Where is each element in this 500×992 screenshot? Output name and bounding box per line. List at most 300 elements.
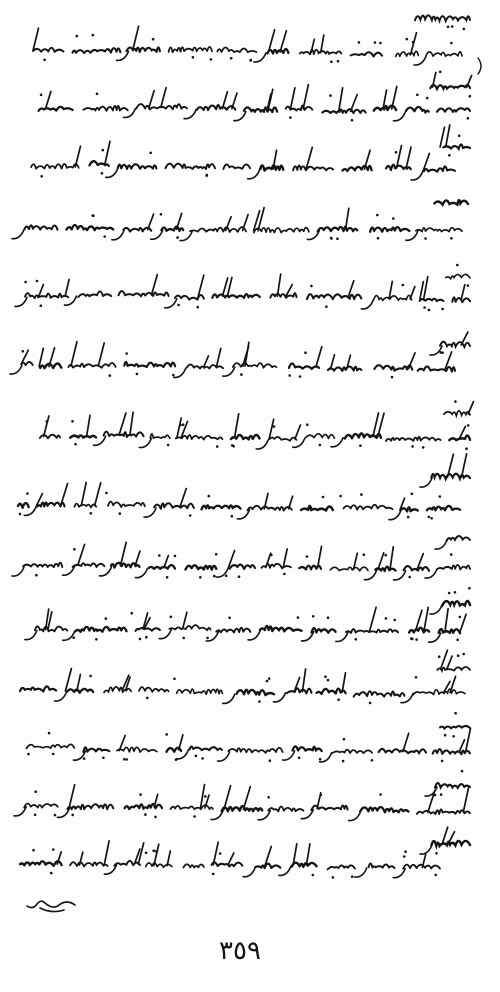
- descender-stroke: [283, 751, 295, 760]
- diacritic-dot: [130, 612, 133, 615]
- descender-stroke: [100, 567, 112, 576]
- handwriting-word: [434, 200, 468, 205]
- handwriting-word: [430, 85, 470, 89]
- tall-letter-stroke: [339, 88, 343, 112]
- handwriting-word: [35, 626, 67, 631]
- diacritic-dot: [351, 875, 354, 878]
- descender-stroke: [420, 845, 432, 854]
- diacritic-dot: [83, 757, 86, 760]
- diacritic-dot: [204, 795, 207, 798]
- manuscript-line: [26, 728, 470, 762]
- tall-letter-stroke: [302, 669, 305, 692]
- handwriting-word: [345, 433, 381, 438]
- diacritic-dot: [89, 675, 92, 678]
- descender-stroke: [361, 300, 373, 309]
- handwriting-word: [190, 747, 222, 750]
- diacritic-dot: [454, 591, 457, 594]
- diacritic-dot: [415, 676, 418, 679]
- diacritic-dot: [101, 172, 104, 175]
- tall-letter-stroke: [321, 35, 324, 53]
- handwriting-word: [125, 804, 162, 809]
- handwriting-word: [442, 601, 470, 606]
- diacritic-dot: [40, 304, 43, 307]
- margin-note: [420, 827, 470, 855]
- diacritic-dot: [454, 400, 457, 403]
- diacritic-dot: [155, 850, 158, 853]
- tall-letter-stroke: [303, 85, 308, 109]
- descender-stroke: [355, 868, 367, 877]
- handwriting-word: [39, 107, 73, 111]
- diacritic-dot: [54, 814, 57, 817]
- descender-stroke: [420, 478, 432, 487]
- diacritic-dot: [447, 26, 450, 29]
- handwriting-word: [435, 783, 470, 788]
- diacritic-dot: [434, 794, 437, 797]
- diacritic-dot: [304, 351, 307, 354]
- diacritic-dot: [175, 758, 178, 761]
- handwriting-word: [360, 807, 408, 812]
- handwriting-word: [370, 227, 409, 232]
- tall-letter-stroke: [44, 416, 49, 436]
- handwriting-word: [67, 689, 93, 693]
- descender-stroke: [206, 632, 218, 641]
- diacritic-dot: [402, 284, 405, 287]
- descender-stroke: [117, 51, 129, 60]
- handwriting-word: [312, 628, 336, 633]
- diacritic-dot: [408, 576, 411, 579]
- diacritic-dot: [337, 60, 340, 63]
- diacritic-dot: [170, 616, 173, 619]
- manuscript-line: [12, 542, 470, 580]
- descender-stroke: [394, 571, 406, 580]
- descender-stroke: [320, 753, 332, 762]
- handwriting-word: [40, 363, 61, 368]
- diacritic-dot: [240, 373, 243, 376]
- diacritic-dot: [458, 135, 461, 138]
- handwriting-word: [289, 363, 319, 368]
- margin-note: [430, 587, 471, 614]
- diacritic-dot: [266, 680, 269, 683]
- handwriting-word: [433, 749, 470, 754]
- diacritic-dot: [456, 264, 459, 267]
- descender-stroke: [124, 108, 136, 117]
- diacritic-dot: [456, 639, 459, 642]
- diacritic-dot: [457, 654, 460, 657]
- handwriting-word: [24, 804, 58, 808]
- handwriting-word: [328, 865, 355, 869]
- diacritic-dot: [306, 555, 309, 558]
- handwriting-word: [318, 227, 358, 232]
- tall-letter-stroke: [216, 348, 221, 367]
- descender-stroke: [151, 230, 163, 239]
- margin-bracket: [478, 58, 481, 74]
- diacritic-dot: [439, 71, 442, 74]
- handwriting-word: [328, 367, 362, 371]
- diacritic-dot: [123, 758, 126, 761]
- diacritic-dot: [173, 678, 176, 681]
- diacritic-dot: [125, 758, 128, 761]
- margin-note: [444, 400, 474, 415]
- descender-stroke: [256, 440, 268, 449]
- handwriting-word: [186, 565, 217, 569]
- handwriting-word: [237, 690, 275, 695]
- handwriting-word: [223, 164, 250, 169]
- tall-letter-stroke: [424, 153, 430, 170]
- diacritic-dot: [258, 700, 261, 703]
- tall-letter-stroke: [179, 735, 183, 750]
- descender-stroke: [401, 694, 413, 703]
- diacritic-dot: [319, 758, 322, 761]
- diacritic-dot: [434, 874, 437, 877]
- descender-stroke: [223, 694, 235, 703]
- diacritic-dot: [154, 816, 157, 819]
- tall-letter-stroke: [243, 787, 250, 810]
- descender-stroke: [55, 692, 67, 701]
- diacritic-dot: [379, 42, 382, 45]
- tall-letter-stroke: [442, 827, 448, 844]
- handwriting-word: [117, 747, 157, 752]
- handwriting-word: [20, 686, 56, 691]
- manuscript-line: [10, 342, 455, 379]
- handwriting-word: [426, 52, 462, 57]
- diacritic-dot: [176, 236, 179, 239]
- diacritic-dot: [205, 174, 208, 177]
- diacritic-dot: [192, 56, 195, 59]
- handwriting-word: [20, 861, 62, 866]
- handwriting-word: [413, 689, 465, 695]
- manuscript-line: [14, 785, 470, 821]
- diacritic-dot: [435, 852, 438, 855]
- diacritic-dot: [40, 175, 43, 178]
- margin-note: [435, 536, 470, 549]
- diacritic-dot: [369, 702, 372, 705]
- diacritic-dot: [468, 587, 471, 590]
- handwriting-word: [197, 105, 236, 110]
- diacritic-dot: [232, 445, 235, 448]
- tall-letter-stroke: [223, 278, 228, 296]
- diacritic-dot: [206, 637, 209, 640]
- handwriting-word: [344, 505, 393, 510]
- handwriting-word: [150, 434, 170, 439]
- diacritic-dot: [91, 214, 94, 217]
- manuscript-line: [39, 85, 470, 122]
- descender-stroke: [184, 110, 196, 119]
- diacritic-dot: [268, 677, 271, 680]
- diacritic-dot: [177, 304, 180, 307]
- descender-stroke: [180, 232, 192, 241]
- diacritic-dot: [312, 874, 315, 877]
- handwriting-word: [127, 47, 160, 52]
- tall-letter-stroke: [269, 30, 275, 52]
- margin-note: [440, 125, 470, 157]
- descender-stroke: [144, 508, 156, 517]
- diacritic-dot: [167, 444, 170, 447]
- descender-stroke: [365, 571, 377, 580]
- descender-stroke: [414, 56, 426, 65]
- tall-letter-stroke: [39, 285, 44, 297]
- handwriting-word: [78, 291, 111, 297]
- diacritic-dot: [395, 151, 398, 154]
- diacritic-dot: [310, 285, 313, 288]
- tall-letter-stroke: [243, 215, 249, 231]
- handwriting-word: [351, 52, 382, 56]
- handwriting-word: [217, 47, 256, 52]
- diacritic-dot: [461, 770, 464, 773]
- tall-letter-stroke: [420, 282, 424, 300]
- diacritic-dot: [215, 553, 218, 556]
- tall-letter-stroke: [98, 343, 104, 366]
- handwriting-word: [118, 164, 157, 169]
- handwriting-word: [83, 747, 109, 752]
- handwriting-word: [301, 506, 333, 511]
- handwriting-word: [444, 411, 470, 416]
- manuscript-line: [25, 607, 466, 642]
- diacritic-dot: [426, 97, 429, 100]
- diacritic-dot: [384, 554, 387, 557]
- margin-note: [434, 200, 468, 205]
- tall-letter-stroke: [463, 788, 468, 812]
- handwriting-word: [386, 437, 441, 441]
- diacritic-dot: [351, 119, 354, 122]
- tall-letter-stroke: [346, 208, 349, 229]
- descender-stroke: [331, 438, 343, 447]
- descender-stroke: [393, 869, 405, 878]
- diacritic-dot: [152, 38, 155, 41]
- tall-letter-stroke: [306, 147, 312, 168]
- tall-letter-stroke: [46, 91, 51, 109]
- handwriting-word: [431, 841, 470, 846]
- diacritic-dot: [216, 445, 219, 448]
- diacritic-dot: [327, 679, 330, 682]
- diacritic-dot: [407, 516, 410, 519]
- handwriting-word: [440, 342, 470, 347]
- tall-letter-stroke: [87, 415, 90, 436]
- tall-letter-stroke: [316, 347, 322, 367]
- diacritic-dot: [467, 117, 470, 120]
- handwriting-word: [415, 15, 470, 21]
- tall-letter-stroke: [130, 412, 133, 435]
- descender-stroke: [248, 170, 260, 179]
- diacritic-dot: [440, 793, 443, 796]
- handwriting-word: [292, 863, 317, 867]
- descender-stroke: [139, 438, 151, 447]
- tall-letter-stroke: [289, 496, 293, 509]
- diacritic-dot: [270, 554, 273, 557]
- tall-letter-stroke: [69, 785, 75, 808]
- handwriting-word: [260, 626, 302, 631]
- descender-stroke: [12, 230, 24, 239]
- handwriting-word: [70, 862, 108, 866]
- tall-letter-stroke: [424, 277, 428, 300]
- handwriting-word: [216, 628, 250, 633]
- diacritic-dot: [102, 757, 105, 760]
- diacritic-dot: [467, 424, 470, 427]
- diacritic-dot: [212, 873, 215, 876]
- diacritic-dot: [273, 425, 276, 428]
- diacritic-dot: [92, 34, 95, 37]
- diacritic-dot: [34, 790, 37, 793]
- diacritic-dot: [71, 420, 74, 423]
- handwriting-word: [76, 627, 127, 632]
- diacritic-dot: [22, 350, 25, 353]
- handwriting-word: [286, 105, 313, 110]
- diacritic-dot: [158, 554, 161, 557]
- page-number: ٣٥٩: [219, 936, 261, 966]
- tall-letter-stroke: [65, 280, 69, 297]
- tall-letter-stroke: [232, 93, 237, 109]
- diacritic-dot: [289, 116, 292, 119]
- tall-letter-stroke: [286, 285, 292, 297]
- diacritic-dot: [27, 753, 30, 756]
- diacritic-dot: [337, 698, 340, 701]
- margin-note: [430, 71, 471, 98]
- margin-note: [437, 650, 470, 671]
- tall-letter-stroke: [403, 733, 409, 751]
- descender-stroke: [25, 631, 37, 640]
- diacritic-dot: [441, 760, 444, 763]
- handwriting-word: [25, 293, 68, 298]
- handwriting-word: [346, 629, 398, 633]
- diacritic-dot: [412, 41, 415, 44]
- diacritic-dot: [339, 495, 342, 498]
- tall-letter-stroke: [224, 786, 231, 810]
- descender-stroke: [10, 365, 22, 374]
- tall-letter-stroke: [95, 483, 101, 506]
- diacritic-dot: [298, 757, 301, 760]
- descender-stroke: [15, 297, 27, 306]
- handwriting-word: [139, 687, 169, 692]
- tall-letter-stroke: [33, 28, 39, 50]
- diacritic-dot: [125, 352, 128, 355]
- handwriting-word: [270, 437, 297, 441]
- margin-note: [415, 15, 470, 30]
- tall-letter-stroke: [213, 842, 218, 865]
- descender-stroke: [429, 633, 441, 642]
- diacritic-dot: [360, 493, 363, 496]
- diacritic-dot: [152, 849, 155, 852]
- diacritic-dot: [428, 516, 431, 519]
- diacritic-dot: [52, 848, 55, 851]
- margin-note: [420, 454, 470, 487]
- handwriting-word: [31, 164, 79, 169]
- diacritic-dot: [416, 94, 419, 97]
- tall-letter-stroke: [204, 356, 209, 367]
- handwriting-word: [268, 49, 289, 54]
- handwriting-word: [154, 503, 194, 509]
- diacritic-dot: [330, 237, 333, 240]
- diacritic-dot: [465, 447, 468, 450]
- descender-stroke: [218, 752, 230, 761]
- diacritic-dot: [415, 638, 418, 641]
- handwriting-word: [437, 565, 470, 569]
- handwriting-word: [108, 502, 145, 507]
- diacritic-dot: [379, 793, 382, 796]
- handwriting-word: [439, 629, 460, 633]
- descender-stroke: [243, 868, 255, 877]
- handwriting-word: [255, 864, 280, 868]
- handwriting-word: [177, 689, 223, 694]
- handwriting-word: [33, 48, 63, 52]
- tall-letter-stroke: [201, 785, 205, 808]
- manuscript-line: [31, 141, 455, 180]
- descender-stroke: [174, 368, 186, 377]
- diacritic-dot: [174, 555, 177, 558]
- tall-letter-stroke: [342, 673, 345, 692]
- tall-letter-stroke: [183, 612, 187, 628]
- tall-letter-stroke: [161, 88, 166, 108]
- tall-letter-stroke: [177, 418, 181, 438]
- diacritic-dot: [288, 374, 291, 377]
- tall-letter-stroke: [228, 277, 232, 296]
- diacritic-dot: [219, 852, 222, 855]
- manuscript-line: [18, 483, 460, 520]
- handwriting-word: [396, 51, 419, 56]
- diacritic-dot: [374, 41, 377, 44]
- diacritic-dot: [225, 575, 228, 578]
- descender-stroke: [435, 540, 447, 549]
- diacritic-dot: [359, 444, 362, 447]
- diacritic-dot: [19, 513, 22, 516]
- tall-letter-stroke: [77, 675, 81, 692]
- diacritic-dot: [376, 214, 379, 217]
- tall-letter-stroke: [135, 551, 140, 566]
- diacritic-dot: [24, 281, 27, 284]
- diacritic-dot: [441, 351, 444, 354]
- diacritic-dot: [451, 25, 454, 28]
- handwriting-word: [124, 362, 175, 367]
- handwriting-word: [424, 166, 455, 171]
- diacritic-dot: [358, 41, 361, 44]
- descender-stroke: [159, 630, 171, 639]
- manuscript-line: [12, 208, 462, 241]
- diacritic-dot: [299, 375, 302, 378]
- diacritic-dot: [76, 35, 79, 38]
- diacritic-dot: [325, 305, 328, 308]
- handwriting-word: [270, 293, 296, 298]
- tall-letter-stroke: [71, 342, 77, 366]
- diacritic-dot: [145, 636, 148, 639]
- handwriting-word: [230, 565, 255, 569]
- handwriting-word: [333, 750, 373, 754]
- handwriting-word: [307, 294, 361, 299]
- handwriting-word: [400, 507, 417, 511]
- diacritic-dot: [90, 512, 93, 515]
- diacritic-dot: [105, 617, 108, 620]
- diacritic-dot: [95, 638, 98, 641]
- handwriting-word: [24, 225, 57, 229]
- handwriting-word: [374, 295, 412, 300]
- tall-letter-stroke: [154, 844, 159, 865]
- diacritic-dot: [392, 217, 395, 220]
- descender-stroke: [165, 299, 177, 308]
- diacritic-dot: [52, 753, 55, 756]
- descender-stroke: [63, 631, 75, 640]
- handwriting-word: [169, 625, 210, 630]
- descender-stroke: [112, 231, 124, 240]
- handwriting-word: [222, 806, 263, 811]
- diacritic-dot: [385, 617, 388, 620]
- handwriting-word: [175, 295, 204, 300]
- handwriting-word: [443, 145, 470, 149]
- diacritic-dot: [109, 374, 112, 377]
- tall-letter-stroke: [180, 489, 186, 507]
- handwriting-word: [23, 563, 62, 568]
- tall-letter-stroke: [445, 609, 448, 632]
- handwriting-word: [212, 862, 243, 866]
- handwriting-word: [161, 227, 183, 231]
- diacritic-dot: [411, 445, 414, 448]
- manuscript-line: [20, 841, 440, 879]
